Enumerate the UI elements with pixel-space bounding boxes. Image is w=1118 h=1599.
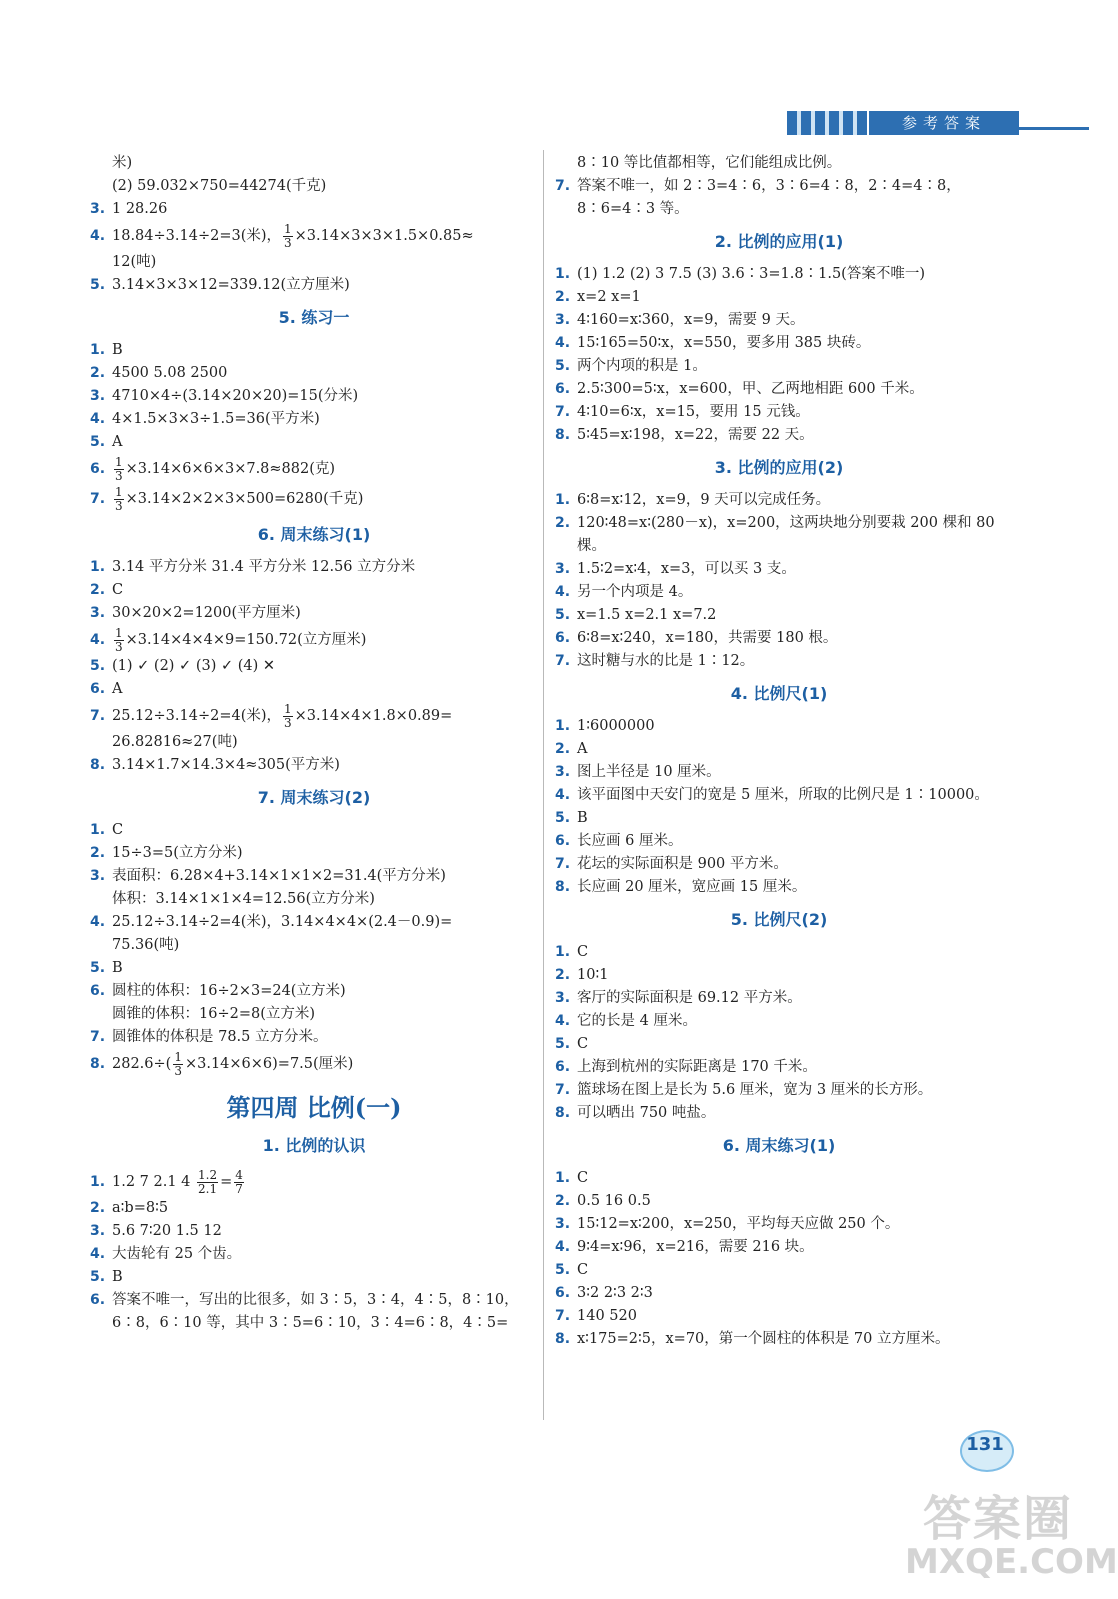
section-title: 3. 比例的应用(2) [714, 458, 844, 477]
answer-item: 6. 3∶2 2∶3 2∶3 [555, 1285, 653, 1301]
section-title: 7. 周末练习(2) [257, 788, 371, 807]
answer-item: 12(吨) [112, 254, 157, 270]
answer-item: 8. 长应画 20 厘米，宽应画 15 厘米。 [555, 879, 807, 895]
fraction: $\frac{1}{3}$ [115, 484, 123, 513]
answer-item: 1. 6∶8=x∶12，x=9，9 天可以完成任务。 [555, 492, 831, 508]
answer-item: 8∶10 等比值都相等，它们能组成比例。 [577, 155, 842, 171]
answer-item: 3. 1 28.26 [90, 201, 168, 217]
answer-item: 5. C [555, 1036, 589, 1052]
header-label: 参考答案 [869, 111, 1019, 135]
answer-item: 3. 客厅的实际面积是 69.12 平方米。 [555, 990, 802, 1006]
section-title: 5. 练习一 [278, 308, 350, 327]
fraction: $\frac{1}{3}$ [174, 1049, 182, 1078]
answer-item: 3. 图上半径是 10 厘米。 [555, 764, 721, 780]
watermark-logo [905, 1480, 1118, 1590]
continued-answers [90, 152, 538, 297]
answer-item: 5. A [90, 434, 123, 450]
fraction: $\frac{1.2}{2.1}$ [198, 1167, 218, 1196]
answer-item: 3. 表面积：6.28×4+3.14×1×1×2=31.4(平方分米) [90, 868, 446, 884]
section-title: 6. 周末练习(1) [722, 1136, 836, 1155]
answer-item: 4. 15∶165=50∶x，x=550，要多用 385 块砖。 [555, 335, 871, 351]
left-column [90, 152, 538, 1335]
answer-item: 7. 4∶10=6∶x，x=15，要用 15 元钱。 [555, 404, 810, 420]
watermark-url: MXQE.COM [905, 1542, 1118, 1582]
answer-item: 4. 另一个内项是 4。 [555, 584, 693, 600]
answer-item: 7. 这时糖与水的比是 1∶12。 [555, 653, 755, 669]
answer-item: 3. 5.6 7∶20 1.5 12 [90, 1223, 222, 1239]
answer-item: 6. 圆柱的体积：16÷2×3=24(立方米) [90, 983, 346, 999]
section-title: 6. 周末练习(1) [257, 525, 371, 544]
right-column [555, 152, 1003, 1351]
answer-item: 5. 两个内项的积是 1。 [555, 358, 707, 374]
answer-item: 1. (1) 1.2 (2) 3 7.5 (3) 3.6∶3=1.8∶1.5(答案不唯一) [555, 266, 925, 282]
answer-item: 6. 6∶8=x∶240，x=180，共需要 180 根。 [555, 630, 838, 646]
answer-item: 8. 可以晒出 750 吨盐。 [555, 1105, 716, 1121]
answer-item: 1. 1.2 7 2.1 4 $\frac{1.2}{2.1}$ = $\frac{4}{7}$ [90, 1167, 243, 1196]
answer-item: 5. B [90, 960, 123, 976]
answer-item: 1. C [90, 822, 124, 838]
answer-item: 6. 长应画 6 厘米。 [555, 833, 683, 849]
answer-item: 3. 1.5∶2=x∶4，x=3，可以买 3 支。 [555, 561, 796, 577]
answer-item: 6. 答案不唯一，写出的比很多，如 3∶5，3∶4，4∶5，8∶10，6∶8，6∶10 等，其中 3∶5=6∶10，3∶4=6∶8，4∶5= [90, 1292, 519, 1331]
page-number: 131 [966, 1434, 1004, 1455]
answer-item: 2. 10∶1 [555, 967, 609, 983]
answer-item: (2) 59.032×750=44274(千克) [112, 178, 327, 194]
answer-item: 7. 答案不唯一，如 2∶3=4∶6，3∶6=4∶8，2∶4=4∶8，8∶6=4∶3 等。 [555, 178, 961, 217]
answer-item: 4. 它的长是 4 厘米。 [555, 1013, 697, 1029]
answer-item: 1. C [555, 944, 589, 960]
answer-item: 5. B [90, 1269, 123, 1285]
answer-item: 1. 1∶6000000 [555, 718, 655, 734]
answer-item: 8. x∶175=2∶5，x=70，第一个圆柱的体积是 70 立方厘米。 [555, 1331, 950, 1347]
answer-item: 8. 3.14×1.7×14.3×4≈305(平方米) [90, 757, 340, 773]
answer-item: 4. 4×1.5×3×3÷1.5=36(平方米) [90, 411, 320, 427]
answer-item: 1. B [90, 342, 123, 358]
answer-item: 3. 4∶160=x∶360，x=9，需要 9 天。 [555, 312, 805, 328]
answer-item: 6. A [90, 681, 123, 697]
fraction: $\frac{4}{7}$ [235, 1167, 243, 1196]
answer-item: 米) [112, 155, 133, 171]
answer-item: 2. 4500 5.08 2500 [90, 365, 228, 381]
answer-item: 7. 花坛的实际面积是 900 平方米。 [555, 856, 788, 872]
answer-item: 5. B [555, 810, 588, 826]
answer-item: 6. 上海到杭州的实际距离是 170 千米。 [555, 1059, 817, 1075]
answer-item: 2. 0.5 16 0.5 [555, 1193, 651, 1209]
fraction: $\frac{1}{3}$ [115, 625, 123, 654]
fraction: $\frac{1}{3}$ [284, 221, 292, 250]
answer-item: 4. 大齿轮有 25 个齿。 [90, 1246, 242, 1262]
answer-item: 4. $\frac{1}{3}$ ×3.14×4×4×9=150.72(立方厘米) [90, 625, 367, 654]
answer-item: 2. 120∶48=x∶(280－x)，x=200，这两块地分别要栽 200 棵和 80 棵。 [555, 515, 995, 554]
answer-item: 2. A [555, 741, 588, 757]
answer-item: 圆锥的体积：16÷2=8(立方米) [112, 1006, 316, 1022]
header-stripes [787, 111, 867, 135]
answer-item: 3. 4710×4÷(3.14×20×20)=15(分米) [90, 388, 359, 404]
answer-item: 8. 282.6÷( $\frac{1}{3}$ ×3.14×6×6)=7.5(厘米) [90, 1049, 354, 1078]
answer-item: 7. 篮球场在图上是长为 5.6 厘米，宽为 3 厘米的长方形。 [555, 1082, 933, 1098]
answer-item: 5. x=1.5 x=2.1 x=7.2 [555, 607, 717, 623]
answer-item: 5. (1) ✓ (2) ✓ (3) ✓ (4) ✕ [90, 658, 276, 674]
page-number-badge [950, 1420, 1014, 1472]
answer-item: 75.36(吨) [112, 937, 180, 953]
answer-item: 4. 18.84÷3.14÷2=3(米)， $\frac{1}{3}$ ×3.14×3×3×1.5×0.85≈ [90, 221, 474, 250]
answer-item: 4. 该平面图中天安门的宽是 5 厘米，所取的比例尺是 1∶10000。 [555, 787, 989, 803]
watermark-text: 答案圈 [923, 1491, 1074, 1547]
column-divider [543, 150, 544, 1420]
answer-item: 体积：3.14×1×1×4=12.56(立方分米) [112, 891, 375, 907]
fraction: $\frac{1}{3}$ [284, 701, 292, 730]
week-title: 第四周 比例(一) [226, 1093, 402, 1122]
answer-item: 5. 3.14×3×3×12=339.12(立方厘米) [90, 277, 350, 293]
answer-item: 6. 2.5∶300=5∶x，x=600，甲、乙两地相距 600 千米。 [555, 381, 924, 397]
answer-item: 4. 9∶4=x∶96，x=216，需要 216 块。 [555, 1239, 814, 1255]
answer-item: 5. C [555, 1262, 589, 1278]
answer-item: 2. a∶b=8∶5 [90, 1200, 169, 1216]
answer-item: 2. x=2 x=1 [555, 289, 641, 305]
answer-item: 1. 3.14 平方分米 31.4 平方分米 12.56 立方分米 [90, 559, 416, 575]
answer-item: 6. $\frac{1}{3}$ ×3.14×6×6×3×7.8≈882(克) [90, 454, 336, 483]
answer-item: 7. $\frac{1}{3}$ ×3.14×2×2×3×500=6280(千克) [90, 484, 364, 513]
answer-item: 7. 25.12÷3.14÷2=4(米)， $\frac{1}{3}$ ×3.14×4×1.8×0.89= [90, 701, 453, 730]
fraction: $\frac{1}{3}$ [115, 454, 123, 483]
header-rule [1019, 127, 1089, 130]
section-title: 1. 比例的认识 [262, 1136, 366, 1155]
header-banner [787, 111, 1087, 135]
answer-item: 7. 圆锥体的体积是 78.5 立方分米。 [90, 1029, 328, 1045]
answer-item: 3. 30×20×2=1200(平方厘米) [90, 605, 301, 621]
answer-item: 4. 25.12÷3.14÷2=4(米)，3.14×4×4×(2.4－0.9)= [90, 914, 453, 930]
answer-item: 26.82816≈27(吨) [112, 734, 238, 750]
answer-item: 7. 140 520 [555, 1308, 637, 1324]
answer-item: 3. 15∶12=x∶200，x=250，平均每天应做 250 个。 [555, 1216, 900, 1232]
answer-item: 2. C [90, 582, 124, 598]
answer-item: 1. C [555, 1170, 589, 1186]
answer-item: 8. 5∶45=x∶198，x=22，需要 22 天。 [555, 427, 814, 443]
section-title: 5. 比例尺(2) [730, 910, 828, 929]
answer-item: 2. 15÷3=5(立方分米) [90, 845, 243, 861]
section-title: 2. 比例的应用(1) [714, 232, 844, 251]
section-title: 4. 比例尺(1) [730, 684, 828, 703]
